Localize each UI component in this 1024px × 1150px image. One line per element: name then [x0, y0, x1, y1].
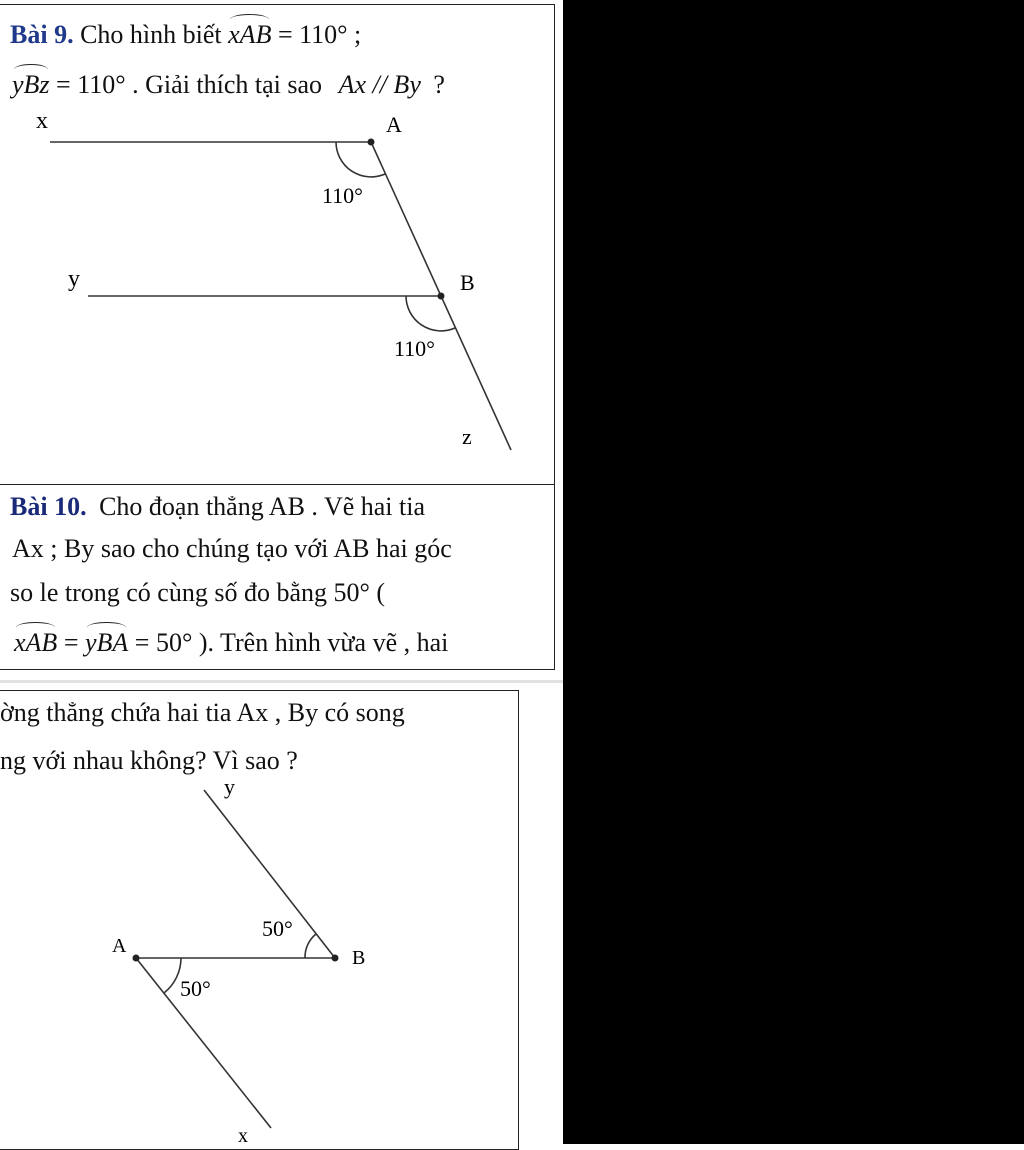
label-x-10: x	[238, 1125, 248, 1144]
figure-9	[0, 100, 555, 460]
point-b	[438, 293, 445, 300]
angle-label-a: 110°	[322, 183, 363, 208]
angle-xab-value: = 110° ;	[277, 20, 362, 49]
black-side-panel	[563, 0, 1024, 1144]
exercise-10-line-1	[10, 492, 425, 522]
exercise-10-text-4: = 50° ). Trên hình vừa vẽ , hai	[134, 628, 449, 657]
exercise-9-question: . Giải thích tại sao	[132, 70, 323, 99]
exercise-10-line-3: so le trong có cùng số đo bằng 50° (	[10, 578, 386, 607]
continuation-line-2: ng với nhau không? Vì sao ?	[0, 746, 298, 775]
exercise-9-line-1	[10, 20, 361, 50]
continuation-line-1: ờng thẳng chứa hai tia Ax , By có song	[0, 698, 405, 727]
exercise-9-line-2	[12, 70, 445, 100]
angle-label-b: 110°	[394, 336, 435, 361]
label-z: z	[462, 424, 472, 449]
exercise-10-line-2: Ax ; By sao cho chúng tạo với AB hai góc	[12, 534, 452, 563]
angle-xab-10: xAB	[14, 628, 58, 657]
point-a	[368, 139, 375, 146]
angle-ybz: yBz	[12, 70, 50, 99]
exercise-10-text-1: Cho đoạn thẳng AB . Vẽ hai tia	[99, 492, 426, 521]
angle-arc-b	[406, 296, 455, 331]
exercise-9-intro: Cho hình biết	[80, 20, 222, 49]
label-x: x	[36, 108, 48, 134]
label-b-10: B	[352, 947, 366, 969]
parallel-statement: Ax // By	[338, 70, 421, 99]
angle-xab: xAB	[228, 20, 272, 49]
angle-ybz-value: = 110°	[56, 70, 126, 99]
question-mark: ?	[433, 70, 445, 99]
angle-arc-a-10	[164, 958, 181, 993]
label-b: B	[460, 270, 475, 295]
angle-label-a-10: 50°	[180, 976, 211, 1001]
angle-arc-a	[336, 142, 385, 177]
point-a-10	[133, 955, 140, 962]
label-a: A	[386, 112, 402, 137]
point-b-10	[332, 955, 339, 962]
exercise-9-label: Bài 9.	[10, 20, 74, 49]
figure-10	[0, 770, 519, 1144]
exercise-10-line-4	[14, 628, 448, 658]
page-separator	[0, 680, 563, 683]
exercise-10-label: Bài 10.	[10, 492, 87, 521]
angle-yba: yBA	[84, 628, 129, 657]
angle-label-b-10: 50°	[262, 916, 293, 941]
label-y: y	[68, 266, 80, 292]
angle-arc-b-10	[305, 934, 316, 958]
equals-sign: =	[63, 628, 79, 657]
label-a-10: A	[112, 935, 127, 957]
label-y-10: y	[224, 774, 235, 799]
